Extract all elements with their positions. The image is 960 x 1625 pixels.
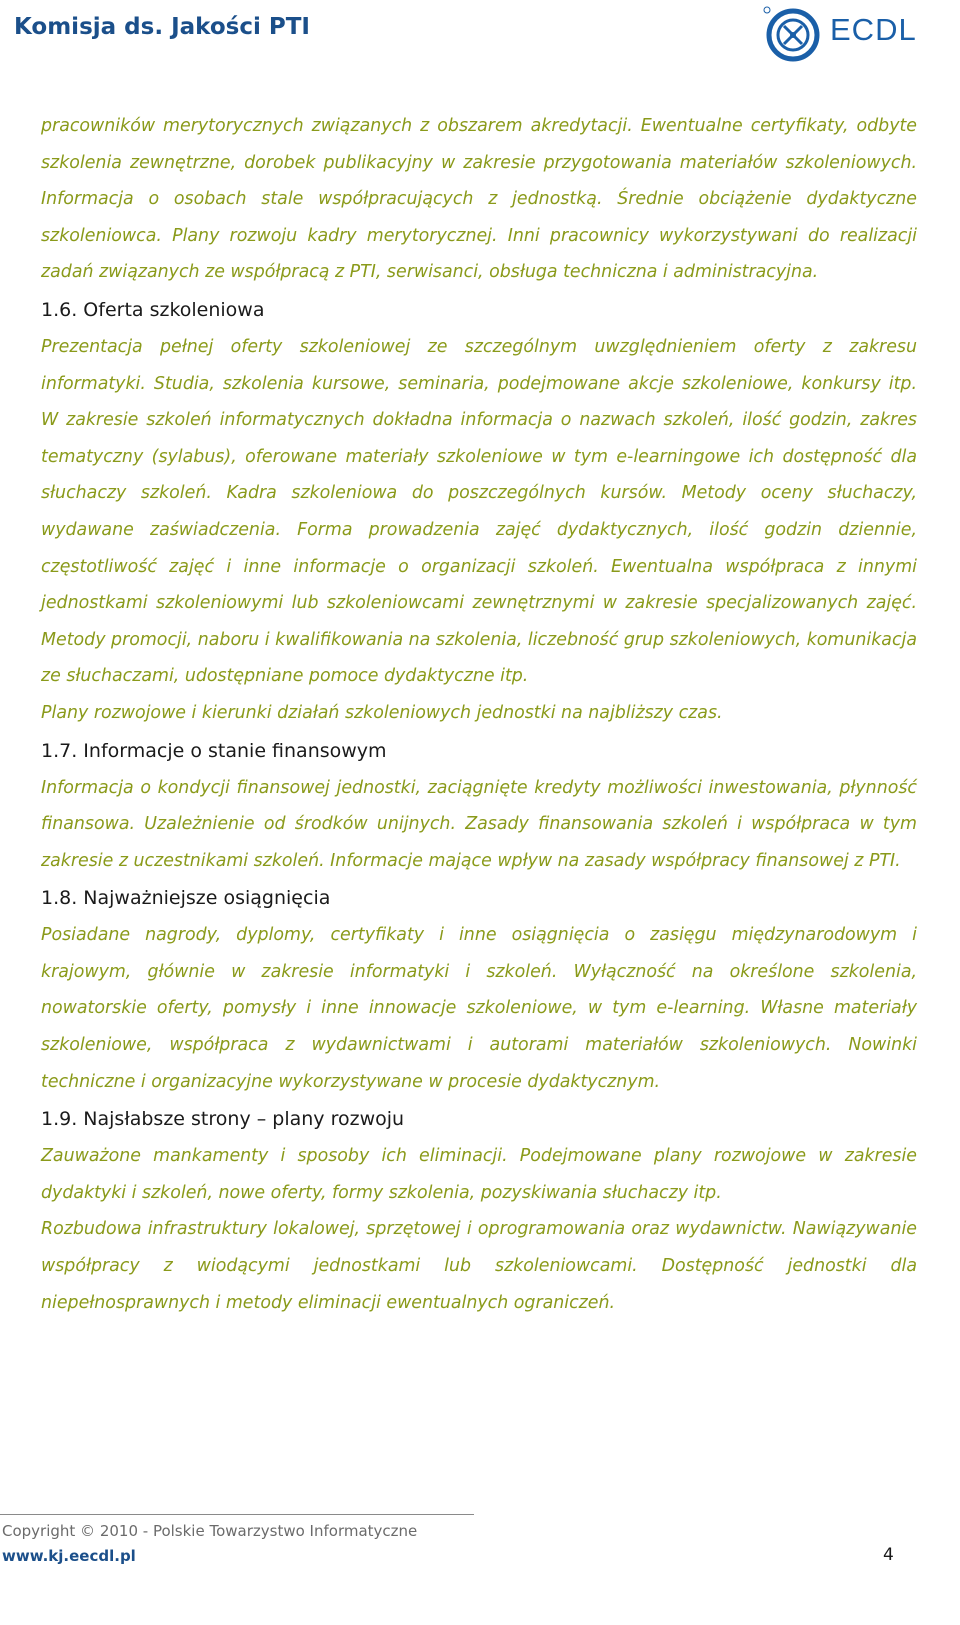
- footer-url-link[interactable]: www.kj.eecdl.pl: [2, 1547, 136, 1565]
- section-heading-1-7: 1.7. Informacje o stanie finansowym: [41, 739, 387, 762]
- paragraph-1-9-a: Zauważone mankamenty i sposoby ich eliminacji. Podejmowane plany rozwojowe w zakresie dydaktyki i szkoleń, nowe oferty, formy szkolenia, pozyskiwania słuchaczy itp.: [41, 1146, 917, 1203]
- section-heading-1-8: 1.8. Najważniejsze osiągnięcia: [41, 887, 331, 910]
- paragraph-intro: pracowników merytorycznych związanych z obszarem akredytacji. Ewentualne certyfikaty, odbyte szkolenia zewnętrzne, dorobek publikacyjny w zakresie przygotowania materiałów szkoleniowych. Informacja o osobach stale współpracujących z jednostką. Średnie obciążenie dydaktyczne szkoleniowca. Plany rozwoju kadry merytorycznej. Inni pracownicy wykorzystywani do realizacji zadań związanych ze współpracą z PTI, serwisanci, obsługa techniczna i administracyjna.: [41, 116, 917, 283]
- ecdl-globe-icon: [762, 2, 826, 66]
- paragraph-1-8: Posiadane nagrody, dyplomy, certyfikaty i inne osiągnięcia o zasięgu międzynarodowym i krajowym, głównie w zakresie informatyki i szkoleń. Wyłączność na określone szkolenia, nowatorskie oferty, pomysły i inne innowacje szkoleniowe, w tym e-learning. Własne materiały szkoleniowe, współpraca z wydawnictwami i autorami materiałów szkoleniowych. Nowinki techniczne i organizacyjne wykorzystywane w procesie dydaktycznym.: [41, 925, 917, 1092]
- ecdl-logo: [762, 2, 952, 68]
- paragraph-1-6-b: Plany rozwojowe i kierunki działań szkoleniowych jednostki na najbliższy czas.: [41, 702, 723, 723]
- page-number: 4: [883, 1545, 894, 1565]
- section-heading-1-6: 1.6. Oferta szkoleniowa: [41, 298, 265, 321]
- paragraph-1-9-b: Rozbudowa infrastruktury lokalowej, sprzętowej i oprogramowania oraz wydawnictw. Nawiązywanie współpracy z wiodącymi jednostkami lub szkoleniowcami. Dostępność jednostki dla niepełnosprawnych i metody eliminacji ewentualnych ograniczeń.: [41, 1219, 917, 1313]
- paragraph-1-6-a: Prezentacja pełnej oferty szkoleniowej ze szczególnym uwzględnieniem oferty z zakresu informatyki. Studia, szkolenia kursowe, seminaria, podejmowane akcje szkoleniowe, konkursy itp. W zakresie szkoleń informatycznych dokładna informacja o nazwach szkoleń, ilość godzin, zakres tematyczny (sylabus), oferowane materiały szkoleniowe w tym e-learningowe ich dostępność dla słuchaczy szkoleń. Kadra szkoleniowa do poszczególnych kursów. Metody oceny słuchaczy, wydawane zaświadczenia. Forma prowadzenia zajęć dydaktycznych, ilość godzin dziennie, częstotliwość zajęć i inne informacje o organizacji szkoleń. Ewentualna współpraca z innymi jednostkami szkoleniowymi lub szkoleniowcami zewnętrznymi w zakresie specjalizowanych zajęć. Metody promocji, naboru i kwalifikowania na szkolenia, liczebność grup szkoleniowych, komunikacja ze słuchaczami, udostępniane pomoce dydaktyczne itp.: [41, 336, 917, 687]
- logo-text: ECDL: [830, 12, 917, 47]
- section-heading-1-9: 1.9. Najsłabsze strony – plany rozwoju: [41, 1108, 405, 1131]
- header-title: Komisja ds. Jakości PTI: [14, 14, 310, 40]
- footer-copyright: Copyright © 2010 - Polskie Towarzystwo Informatyczne: [2, 1522, 418, 1540]
- paragraph-1-7: Informacja o kondycji finansowej jednostki, zaciągnięte kredyty możliwości inwestowania, płynność finansowa. Uzależnienie od środków unijnych. Zasady finansowania szkoleń i współpraca w tym zakresie z uczestnikami szkoleń. Informacje mające wpływ na zasady współpracy finansowej z PTI.: [41, 777, 917, 871]
- document-body: [41, 108, 917, 1321]
- footer-divider: [0, 1514, 474, 1515]
